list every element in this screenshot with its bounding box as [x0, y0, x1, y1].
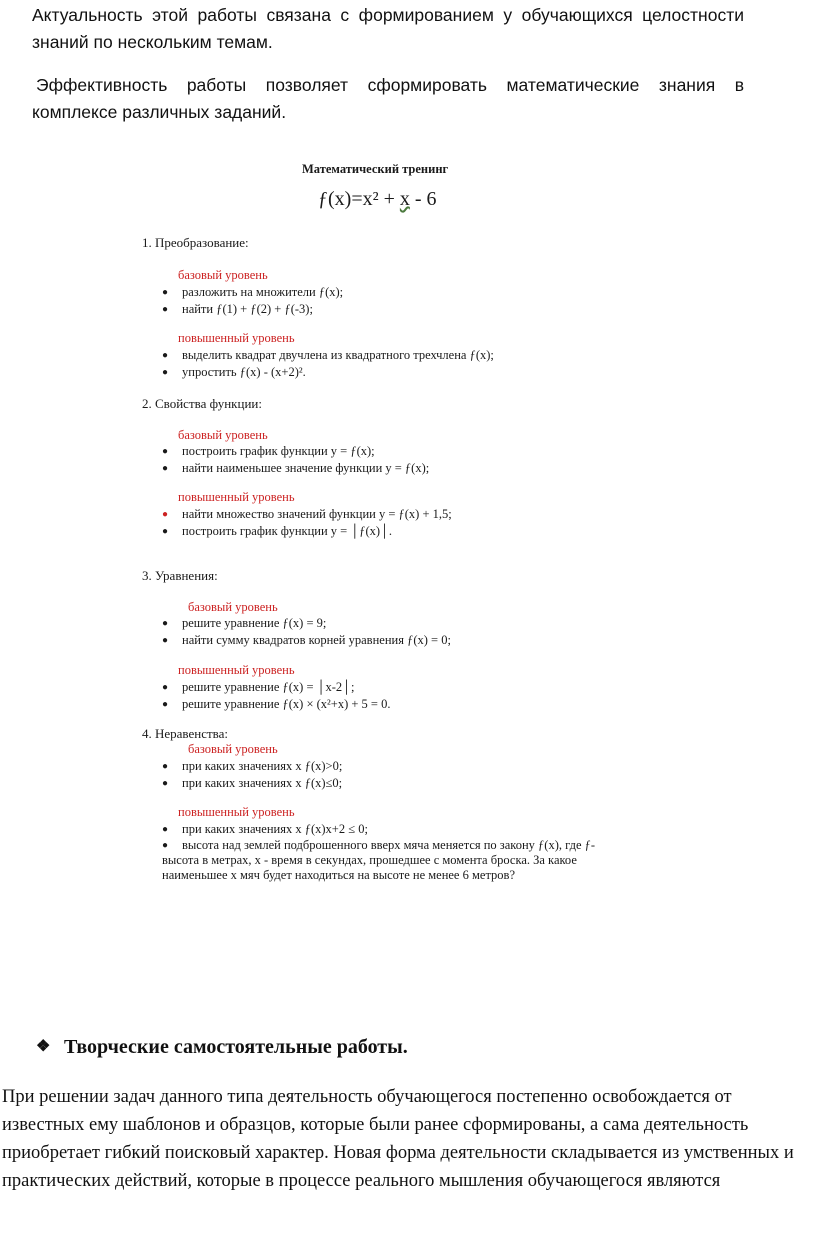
section-heading: ❖ Творческие самостоятельные работы. — [36, 1036, 408, 1058]
bullet-icon: ● — [162, 350, 169, 361]
body-paragraph: При решении задач данного типа деятельность обучающегося постепенно освобождается от известных ему шаблонов и образцов, которые были ранее сформированы, а сама деятельность приобретает гибкий поисковый характер. Новая форма деятельности складывается из умственных и практических действий, которые в процессе реального мышления обучающегося являются — [2, 1087, 794, 1191]
list-item: ● найти множество значений функции y = ƒ(x) + 1,5; — [162, 507, 452, 521]
bullet-icon: ● — [162, 509, 169, 520]
section-title: 4. Неравенства: — [142, 726, 229, 741]
bullet-icon: ● — [162, 778, 169, 789]
bullet-icon: ● — [162, 824, 169, 835]
advanced-level-label: повышенный уровень — [178, 663, 295, 677]
list-item: ● решите уравнение ƒ(x) = 9; — [162, 616, 327, 630]
list-item: ● при каких значениях x ƒ(x)≤0; — [162, 776, 343, 790]
list-item: ● высота над землей подброшенного вверх мяча меняется по закону ƒ(x), где ƒ- высота в метрах, x - время в секундах, прошедшее с момента броска. За какое наименьшее x мяч будет находиться на высоте не менее 6 метров? — [162, 838, 596, 882]
intro-paragraph-2: Эффективность работы позволяет сформировать математические знания в комплексе различных заданий. — [32, 75, 744, 122]
base-level-label: базовый уровень — [178, 268, 268, 282]
base-level-label: базовый уровень — [188, 742, 278, 756]
function-formula — [318, 188, 437, 211]
formula-x: x — [399, 188, 410, 210]
base-level-label: базовый уровень — [188, 600, 278, 614]
list-item: ● при каких значениях x ƒ(x)>0; — [162, 759, 343, 773]
formula-prefix: ƒ(x)=x² + — [318, 188, 400, 210]
intro-paragraph-1: Актуальность этой работы связана с формированием у обучающихся целостности знаний по нескольким темам. — [32, 5, 744, 52]
bullet-icon: ● — [162, 618, 169, 629]
bullet-icon: ● — [162, 526, 169, 537]
list-item: ● построить график функции y = ƒ(x); — [162, 444, 375, 458]
list-item: ● выделить квадрат двучлена из квадратного трехчлена ƒ(x); — [162, 348, 494, 362]
list-item: ● при каких значениях x ƒ(x)x+2 ≤ 0; — [162, 822, 368, 836]
bullet-icon: ● — [162, 446, 169, 457]
list-item: ● построить график функции y = │ƒ(x)│. — [162, 524, 393, 538]
formula-suffix: - 6 — [409, 188, 437, 210]
advanced-level-label: повышенный уровень — [178, 490, 295, 504]
bullet-icon: ● — [162, 367, 169, 378]
bullet-icon: ● — [162, 682, 169, 693]
bullet-icon: ● — [162, 699, 169, 710]
bullet-icon: ● — [162, 761, 169, 772]
section-title: 2. Свойства функции: — [142, 396, 262, 411]
base-level-label: базовый уровень — [178, 428, 268, 442]
figure-title: Математический тренинг — [302, 162, 449, 176]
section-title: 1. Преобразование: — [142, 235, 249, 250]
list-item: ● решите уравнение ƒ(x) = │x-2│; — [162, 680, 355, 694]
bullet-icon: ● — [162, 287, 169, 298]
bullet-icon: ● — [162, 635, 169, 646]
list-item: ● упростить ƒ(x) - (x+2)². — [162, 365, 306, 379]
bullet-icon: ● — [162, 840, 169, 851]
list-item: ● найти ƒ(1) + ƒ(2) + ƒ(-3); — [162, 302, 313, 316]
advanced-level-label: повышенный уровень — [178, 331, 295, 345]
bullet-icon: ● — [162, 463, 169, 474]
list-item: ● найти наименьшее значение функции y = ƒ(x); — [162, 461, 430, 475]
diamond-bullet-icon: ❖ — [36, 1038, 51, 1055]
list-item: ● разложить на множители ƒ(x); — [162, 285, 344, 299]
section-title: 3. Уравнения: — [142, 568, 218, 583]
list-item: ● решите уравнение ƒ(x) × (x²+x) + 5 = 0. — [162, 697, 391, 711]
advanced-level-label: повышенный уровень — [178, 805, 295, 819]
bullet-icon: ● — [162, 304, 169, 315]
list-item: ● найти сумму квадратов корней уравнения ƒ(x) = 0; — [162, 633, 451, 647]
